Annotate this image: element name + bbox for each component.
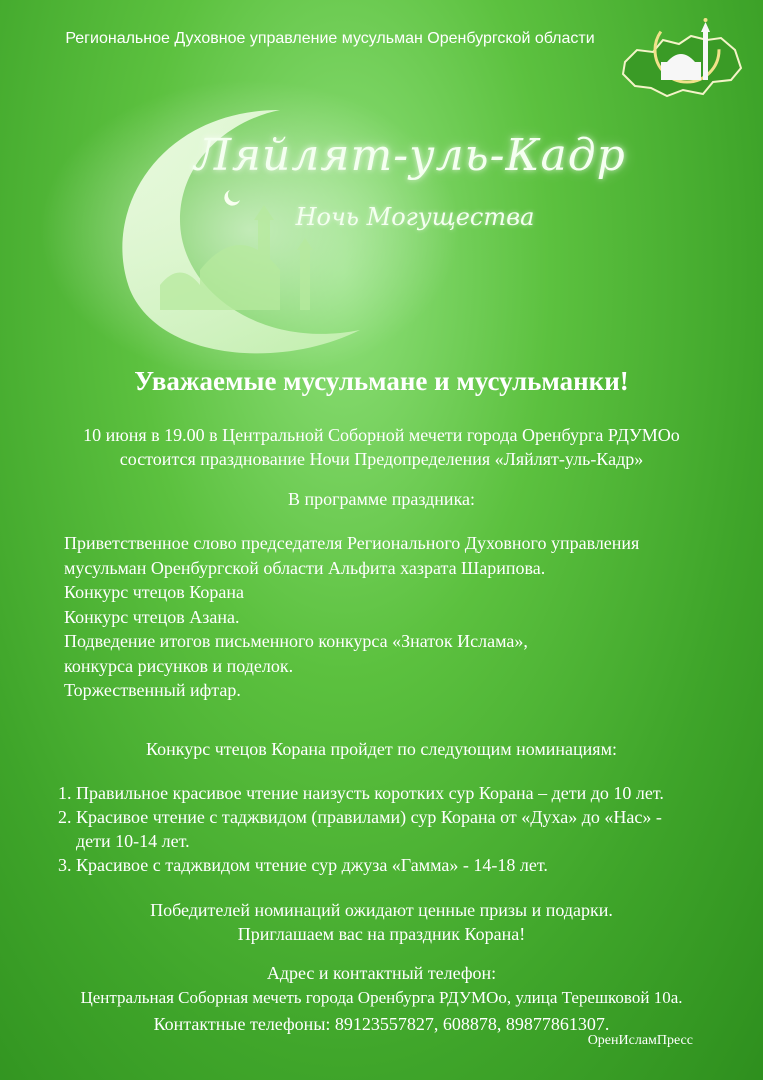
announcement-line: состоится празднование Ночи Предопределения «Ляйлят-уль-Кадр»: [119, 449, 644, 469]
program-item: Подведение итогов письменного конкурса «Знаток Ислама»,: [64, 631, 528, 651]
rdumo-logo: [617, 10, 745, 110]
organization-name: Региональное Духовное управление мусульман Оренбургской области: [65, 30, 595, 47]
banner-subtitle: Ночь Могущества: [295, 203, 535, 231]
greeting-heading: Уважаемые мусульмане и мусульманки!: [134, 366, 629, 396]
nomination-item: [58, 781, 748, 805]
nomination-text: Красивое чтение с таджвидом (правилами) сур Корана от «Духа» до «Нас» -: [76, 807, 662, 827]
banner-title: Ляйлят-уль-Кадр: [194, 130, 626, 181]
program-item: Приветственное слово председателя Регионального Духовного управления: [64, 533, 640, 553]
nominations-list: [58, 781, 748, 877]
credit-label: ОренИсламПресс: [587, 1033, 693, 1048]
contacts-heading: Адрес и контактный телефон:: [266, 963, 497, 983]
program-item: Конкурс чтецов Корана: [64, 582, 244, 602]
closing-text: [0, 898, 763, 946]
program-item: Конкурс чтецов Азана.: [64, 606, 240, 627]
program-item: мусульман Оренбургской области Альфита хазрата Шарипова.: [64, 557, 546, 578]
address: Центральная Соборная мечеть города Оренбурга РДУМОо, улица Терешковой 10а.: [80, 988, 683, 1007]
closing-line: Приглашаем вас на праздник Корана!: [237, 924, 526, 944]
nomination-item: [58, 853, 748, 877]
program-heading: В программе праздника:: [287, 489, 476, 509]
program-item: Торжественный ифтар.: [64, 680, 241, 700]
closing-line: Победителей номинаций ожидают ценные призы и подарки.: [150, 900, 613, 920]
nomination-number: 1.: [58, 783, 72, 803]
program-item: конкурса рисунков и поделок.: [64, 655, 294, 676]
nomination-text: Красивое с таджвидом чтение сур джуза «Гамма» - 14-18 лет.: [76, 855, 548, 875]
nomination-number: 3.: [58, 855, 72, 875]
announcement-line: 10 июня в 19.00 в Центральной Соборной мечети города Оренбурга РДУМОо: [83, 425, 680, 445]
nomination-item: [58, 805, 748, 853]
phones: Контактные телефоны: 89123557827, 608878, 89877861307.: [153, 1014, 610, 1034]
nomination-text: дети 10-14 лет.: [76, 831, 190, 851]
nomination-text: Правильное красивое чтение наизусть коротких сур Корана – дети до 10 лет.: [76, 783, 664, 803]
announcement: [0, 423, 763, 471]
program-list: [64, 531, 744, 703]
nomination-number: 2.: [58, 807, 72, 827]
nominations-heading: Конкурс чтецов Корана пройдет по следующим номинациям:: [146, 739, 617, 759]
